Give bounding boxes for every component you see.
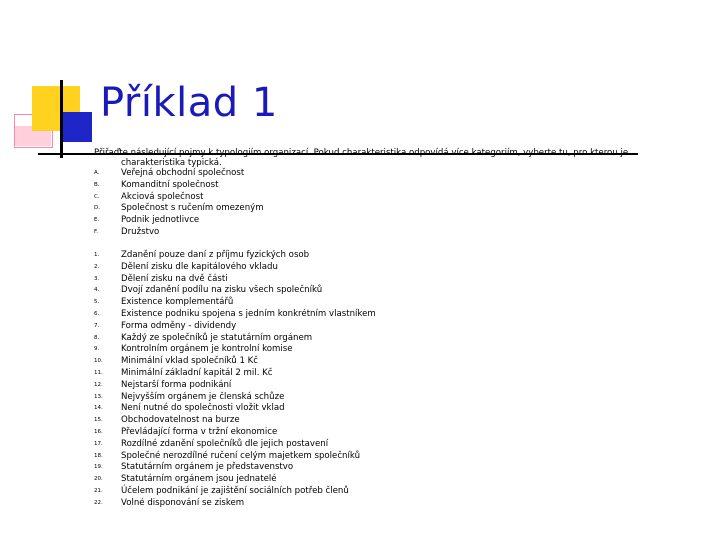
list-item-text: Společné nerozdílné ručení celým majetkem společníků <box>121 450 361 461</box>
list-marker: 15. <box>94 417 103 424</box>
list-marker: 1. <box>94 252 100 258</box>
list-marker: 10. <box>94 358 103 365</box>
characteristics-list <box>94 250 376 510</box>
characteristic-item <box>94 415 376 427</box>
list-item-text: Minimální základní kapitál 2 mil. Kč <box>121 367 273 378</box>
list-marker: 5. <box>94 299 100 306</box>
list-item-text: Podnik jednotlivce <box>121 215 200 226</box>
list-marker: 3. <box>94 275 100 282</box>
list-marker: 4. <box>94 287 100 294</box>
characteristic-item <box>94 333 376 345</box>
characteristic-item <box>94 321 376 333</box>
decor-blue-square <box>62 112 92 142</box>
decor-vertical-line <box>60 80 63 158</box>
list-item-text: Minimální vklad společníků 1 Kč <box>121 356 259 367</box>
list-marker: C. <box>94 193 100 200</box>
list-item-text: Dělení zisku dle kapitálového vkladu <box>121 261 278 272</box>
list-marker: A. <box>94 170 100 176</box>
list-item-text: Není nutné do společnosti vložit vklad <box>121 403 285 414</box>
characteristic-item <box>94 368 376 380</box>
organization-type-item <box>94 215 264 227</box>
list-item-text: Družstvo <box>121 226 160 237</box>
characteristic-item <box>94 274 376 286</box>
characteristic-item <box>94 427 376 439</box>
characteristic-item <box>94 392 376 404</box>
list-marker: 11. <box>94 369 103 376</box>
list-item-text: Účelem podnikání je zajištění sociálních potřeb členů <box>121 485 349 496</box>
list-item-text: Statutárním orgánem jsou jednatelé <box>121 474 277 485</box>
list-marker: 16. <box>94 428 103 435</box>
characteristic-item <box>94 285 376 297</box>
list-item-text: Veřejná obchodní společnost <box>121 168 245 178</box>
characteristic-item <box>94 356 376 368</box>
list-item-text: Rozdílné zdanění společníků dle jejich postavení <box>121 438 329 449</box>
organization-type-item <box>94 168 264 180</box>
list-item-text: Dělení zisku na dvě části <box>121 273 228 284</box>
list-marker: D. <box>94 205 100 212</box>
list-marker: 22. <box>94 499 103 506</box>
characteristic-item <box>94 498 376 510</box>
list-item-text: Akciová společnost <box>121 191 204 202</box>
characteristic-item <box>94 344 376 356</box>
list-marker: 8. <box>94 334 100 341</box>
list-marker: 19. <box>94 464 103 471</box>
list-marker: 9. <box>94 346 100 353</box>
list-marker: 6. <box>94 310 100 317</box>
list-marker: 21. <box>94 487 103 494</box>
list-marker: 20. <box>94 476 103 483</box>
organization-type-item <box>94 203 264 215</box>
list-item-text: Komanditní společnost <box>121 179 219 190</box>
organization-types-list <box>94 168 264 239</box>
organization-type-item <box>94 227 264 239</box>
slide-title: Příklad 1 <box>100 80 278 126</box>
list-item-text: Obchodovatelnost na burze <box>121 415 240 426</box>
characteristic-item <box>94 297 376 309</box>
list-item-text: Existence podniku spojena s jedním konkrétním vlastníkem <box>121 308 376 319</box>
characteristic-item <box>94 439 376 451</box>
list-item-text: Existence komplementářů <box>121 297 234 308</box>
list-item-text: Převládající forma v tržní ekonomice <box>121 426 278 437</box>
list-item-text: Nejstarší forma podnikání <box>121 379 232 390</box>
list-marker: 18. <box>94 452 103 459</box>
list-marker: 2. <box>94 263 100 270</box>
characteristic-item <box>94 474 376 486</box>
list-marker: 14. <box>94 405 103 412</box>
list-item-text: Forma odměny - dividendy <box>121 320 237 331</box>
list-marker: 7. <box>94 322 100 329</box>
list-item-text: Volné disponování se ziskem <box>121 497 245 508</box>
characteristic-item <box>94 262 376 274</box>
characteristic-item <box>94 403 376 415</box>
characteristic-item <box>94 309 376 321</box>
characteristic-item <box>94 380 376 392</box>
intro-line-2: charakteristika typická. <box>121 158 222 168</box>
intro-line-1: Přiřaďte následující pojmy k typologiím organizací. Pokud charakteristika odpovídá více kategoriím, vyberte tu, pro kterou je <box>94 148 629 158</box>
list-marker: E. <box>94 217 100 224</box>
characteristic-item <box>94 250 376 262</box>
characteristic-item <box>94 462 376 474</box>
list-item-text: Nejvyšším orgánem je členská schůze <box>121 391 285 402</box>
list-marker: B. <box>94 181 100 188</box>
organization-type-item <box>94 192 264 204</box>
characteristic-item <box>94 486 376 498</box>
list-marker: 12. <box>94 381 103 388</box>
list-marker: F. <box>94 228 99 235</box>
list-marker: 13. <box>94 393 103 400</box>
organization-type-item <box>94 180 264 192</box>
list-item-text: Statutárním orgánem je představenstvo <box>121 462 294 473</box>
characteristic-item <box>94 451 376 463</box>
list-marker: 17. <box>94 440 103 447</box>
list-item-text: Dvojí zdanění podílu na zisku všech společníků <box>121 285 323 296</box>
list-item-text: Každý ze společníků je statutárním orgánem <box>121 332 313 343</box>
list-item-text: Kontrolním orgánem je kontrolní komise <box>121 344 293 355</box>
intro-text <box>94 148 674 168</box>
list-item-text: Zdanění pouze daní z příjmu fyzických osob <box>121 250 310 260</box>
list-item-text: Společnost s ručením omezeným <box>121 203 264 214</box>
